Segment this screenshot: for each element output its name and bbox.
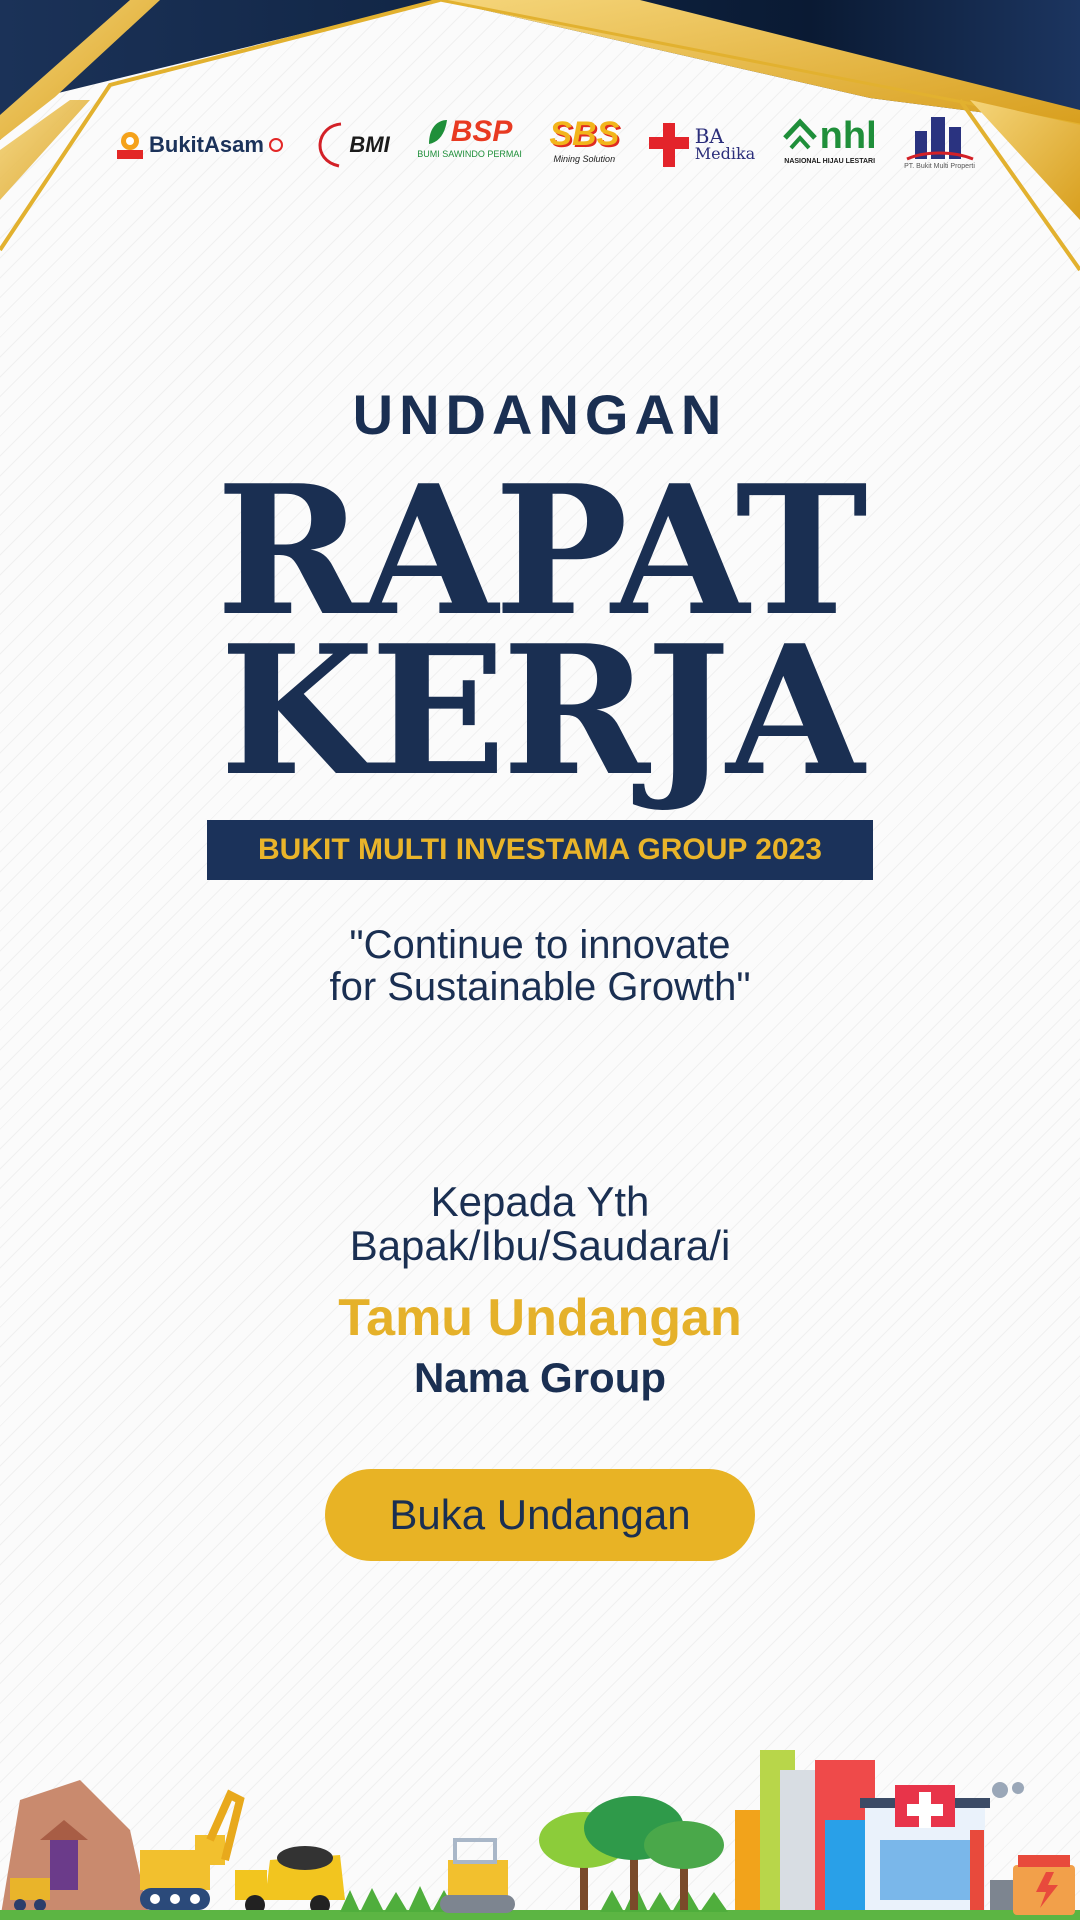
buildings-logo-icon bbox=[905, 115, 975, 163]
group-name: Nama Group bbox=[413, 1354, 667, 1401]
nhl-logo bbox=[783, 115, 877, 175]
invitation-heading: UNDANGAN bbox=[352, 383, 728, 446]
recipient-salutation bbox=[0, 1180, 1080, 1268]
ba-medika-subtext: Medika bbox=[694, 144, 756, 163]
ba-medika-logo bbox=[647, 115, 755, 175]
tagline-line-1: "Continue to innovate bbox=[349, 923, 731, 967]
bsp-leaf-icon bbox=[427, 118, 449, 146]
bukit-asam-logo bbox=[115, 115, 284, 175]
bsp-text: BSP bbox=[450, 115, 513, 148]
group-badge bbox=[207, 820, 873, 880]
bmi-text: BMI bbox=[349, 132, 390, 157]
sbs-text: SBS bbox=[549, 115, 620, 153]
group-badge-label: BUKIT MULTI INVESTAMA GROUP 2023 bbox=[258, 833, 822, 866]
recipient-line-1: Kepada Yth bbox=[430, 1178, 650, 1225]
bmi-swoosh-icon bbox=[311, 120, 345, 170]
bmp-logo bbox=[904, 115, 975, 175]
guest-name: Tamu Undangan bbox=[338, 1289, 742, 1347]
bsp-subtext: BUMI SAWINDO PERMAI bbox=[417, 149, 522, 159]
nhl-house-icon bbox=[783, 118, 817, 156]
bottom-illustration bbox=[0, 1740, 1080, 1920]
excavator-icon bbox=[140, 1795, 240, 1910]
city-buildings-icon bbox=[735, 1750, 875, 1910]
nhl-subtext: NASIONAL HIJAU LESTARI bbox=[784, 158, 876, 165]
medical-cross-icon bbox=[647, 121, 691, 169]
nhl-text: nhl bbox=[819, 115, 877, 157]
bukit-asam-icon bbox=[115, 130, 145, 160]
bmi-logo bbox=[311, 115, 389, 175]
sbs-subtext: Mining Solution bbox=[553, 154, 616, 164]
recipient-line-2: Bapak/Ibu/Saudara/i bbox=[349, 1222, 731, 1269]
title-line-2: KERJA bbox=[219, 606, 861, 815]
ba-medika-text: BA bbox=[694, 124, 724, 148]
dump-truck-icon bbox=[235, 1846, 345, 1915]
bulldozer-icon bbox=[440, 1840, 515, 1913]
bukit-asam-mark-icon bbox=[268, 137, 284, 153]
bmp-subtext: PT. Bukit Multi Properti bbox=[904, 163, 975, 170]
power-battery-icon bbox=[1013, 1855, 1075, 1915]
open-invitation-button[interactable]: Buka Undangan bbox=[325, 1469, 755, 1561]
tagline-line-2: for Sustainable Growth" bbox=[329, 965, 751, 1009]
bsp-logo bbox=[417, 115, 522, 175]
palm-trees-icon bbox=[539, 1796, 724, 1910]
sbs-logo bbox=[549, 115, 619, 175]
title-line-1: RAPAT bbox=[216, 446, 864, 655]
tagline bbox=[0, 924, 1080, 1008]
sponsor-logos bbox=[115, 112, 975, 178]
bukit-asam-text: BukitAsam bbox=[149, 132, 264, 157]
